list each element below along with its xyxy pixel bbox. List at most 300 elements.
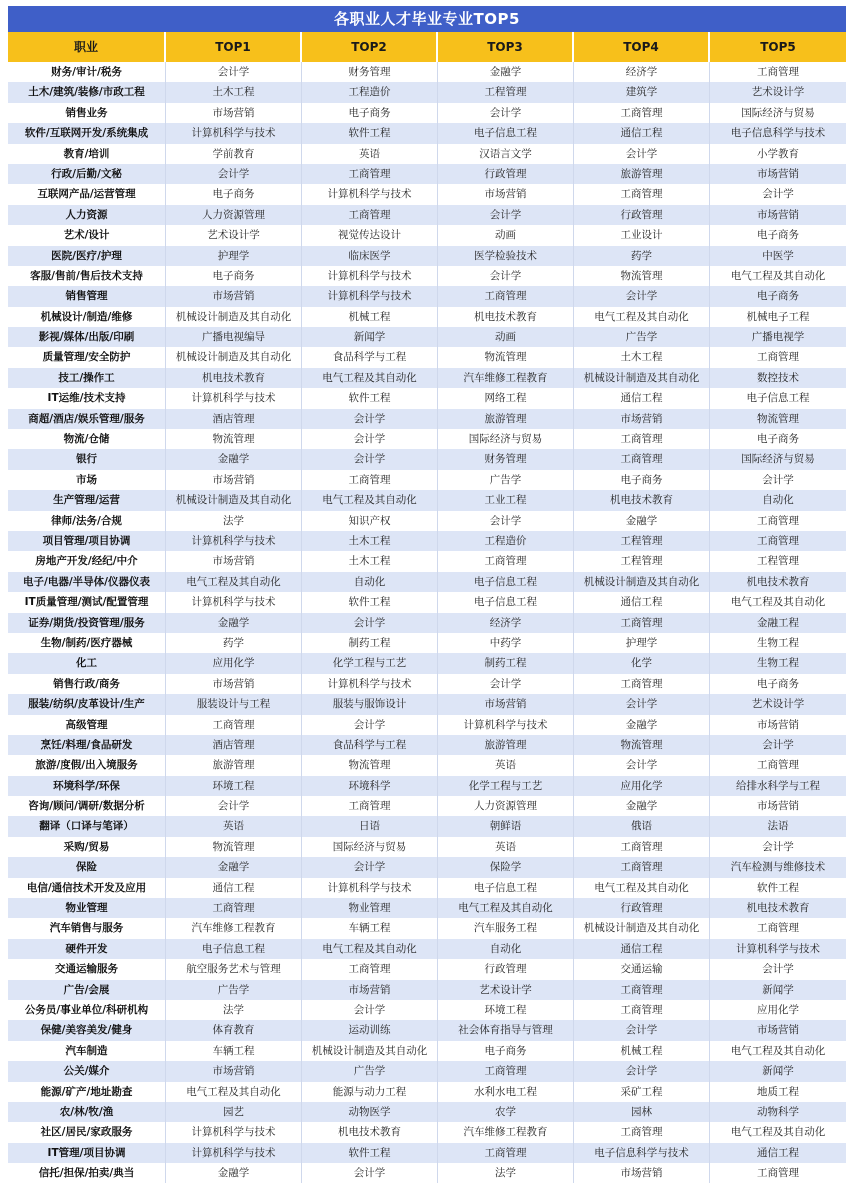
major-cell-top1: 艺术设计学	[166, 225, 302, 245]
major-cell-top1: 航空服务艺术与管理	[166, 959, 302, 979]
major-cell-top3: 会计学	[438, 674, 574, 694]
major-cell-top3: 旅游管理	[438, 735, 574, 755]
table-row	[8, 715, 846, 735]
major-cell-top4: 工商管理	[574, 613, 710, 633]
major-cell-top5: 应用化学	[757, 1003, 799, 1016]
major-cell-top5: 机械电子工程	[746, 310, 810, 323]
major-cell-top5: 电气工程及其自动化	[730, 1044, 826, 1057]
major-cell-top1: 金融学	[166, 613, 302, 633]
major-cell-top4: 工程管理	[574, 551, 710, 571]
table-row	[8, 939, 846, 959]
major-cell-top3: 英语	[438, 755, 574, 775]
major-cell-top2: 工商管理	[302, 470, 438, 490]
occupation-cell: 硬件开发	[8, 939, 166, 959]
major-cell-top4: 药学	[574, 246, 710, 266]
major-cell-top2: 广告学	[302, 1061, 438, 1081]
major-cell-top2: 财务管理	[302, 62, 438, 82]
major-cell-top4: 工商管理	[574, 1122, 710, 1142]
major-cell-top4: 会计学	[574, 144, 710, 164]
occupation-cell: 客服/售前/售后技术支持	[8, 266, 166, 286]
ranking-table	[8, 6, 846, 1183]
major-cell-top5: 中医学	[762, 249, 794, 262]
table-row	[8, 633, 846, 653]
major-cell-top1: 机械设计制造及其自动化	[166, 347, 302, 367]
major-cell-top2: 制药工程	[302, 633, 438, 653]
major-cell-top2: 知识产权	[302, 511, 438, 531]
header-top5: TOP5	[760, 40, 796, 54]
table-row	[8, 980, 846, 1000]
table-row	[8, 82, 846, 102]
major-cell-top3: 市场营销	[438, 694, 574, 714]
table-row	[8, 286, 846, 306]
major-cell-top1: 金融学	[166, 1163, 302, 1183]
occupation-cell: 保险	[8, 857, 166, 877]
major-cell-top4: 电子信息科学与技术	[574, 1143, 710, 1163]
major-cell-top1: 金融学	[166, 857, 302, 877]
major-cell-top2: 土木工程	[302, 551, 438, 571]
table-row	[8, 368, 846, 388]
major-cell-top5: 市场营销	[757, 208, 799, 221]
occupation-cell: 环境科学/环保	[8, 776, 166, 796]
table-row	[8, 490, 846, 510]
table-row	[8, 327, 846, 347]
major-cell-top1: 市场营销	[166, 286, 302, 306]
major-cell-top2: 电子商务	[302, 103, 438, 123]
major-cell-top3: 市场营销	[438, 184, 574, 204]
major-cell-top5: 自动化	[762, 494, 794, 507]
major-cell-top1: 会计学	[166, 164, 302, 184]
occupation-cell: 财务/审计/税务	[8, 62, 166, 82]
major-cell-top1: 机械设计制造及其自动化	[166, 490, 302, 510]
major-cell-top2: 工商管理	[302, 205, 438, 225]
major-cell-top2: 会计学	[302, 715, 438, 735]
major-cell-top5: 通信工程	[757, 1146, 799, 1159]
major-cell-top5: 工商管理	[757, 351, 799, 364]
major-cell-top3: 行政管理	[438, 164, 574, 184]
major-cell-top3: 工业工程	[438, 490, 574, 510]
major-cell-top1: 广播电视编导	[166, 327, 302, 347]
major-cell-top3: 会计学	[438, 205, 574, 225]
occupation-cell: 医院/医疗/护理	[8, 246, 166, 266]
major-cell-top1: 护理学	[166, 246, 302, 266]
major-cell-top5: 电气工程及其自动化	[730, 269, 826, 282]
major-cell-top3: 汽车维修工程教育	[438, 368, 574, 388]
major-cell-top3: 工商管理	[438, 551, 574, 571]
table-row	[8, 1061, 846, 1081]
major-cell-top2: 国际经济与贸易	[302, 837, 438, 857]
occupation-cell: 项目管理/项目协调	[8, 531, 166, 551]
header-top4: TOP4	[574, 32, 710, 62]
occupation-cell: 生物/制药/医疗器械	[8, 633, 166, 653]
major-cell-top5: 会计学	[762, 738, 794, 751]
table-row	[8, 511, 846, 531]
table-row	[8, 735, 846, 755]
major-cell-top4: 电子商务	[574, 470, 710, 490]
major-cell-top3: 会计学	[438, 103, 574, 123]
major-cell-top2: 计算机科学与技术	[302, 266, 438, 286]
major-cell-top5: 市场营销	[757, 1024, 799, 1037]
major-cell-top2: 机械工程	[302, 307, 438, 327]
major-cell-top5: 电子商务	[757, 677, 799, 690]
major-cell-top3: 工程造价	[438, 531, 574, 551]
major-cell-top2: 环境科学	[302, 776, 438, 796]
major-cell-top2: 市场营销	[302, 980, 438, 1000]
major-cell-top1: 计算机科学与技术	[166, 1122, 302, 1142]
major-cell-top1: 物流管理	[166, 429, 302, 449]
occupation-cell: 技工/操作工	[8, 368, 166, 388]
major-cell-top2: 电气工程及其自动化	[302, 939, 438, 959]
major-cell-top3: 动画	[438, 225, 574, 245]
major-cell-top2: 物业管理	[302, 898, 438, 918]
major-cell-top4: 市场营销	[574, 1163, 710, 1183]
occupation-cell: 物业管理	[8, 898, 166, 918]
major-cell-top2: 运动训练	[302, 1020, 438, 1040]
occupation-cell: 交通运输服务	[8, 959, 166, 979]
major-cell-top4: 行政管理	[574, 898, 710, 918]
major-cell-top4: 通信工程	[574, 939, 710, 959]
major-cell-top2: 食品科学与工程	[302, 735, 438, 755]
major-cell-top4: 工程管理	[574, 531, 710, 551]
table-row	[8, 144, 846, 164]
occupation-cell: 电信/通信技术开发及应用	[8, 878, 166, 898]
major-cell-top2: 会计学	[302, 1000, 438, 1020]
major-cell-top3: 财务管理	[438, 449, 574, 469]
occupation-cell: IT管理/项目协调	[8, 1143, 166, 1163]
major-cell-top2: 软件工程	[302, 388, 438, 408]
occupation-cell: 律师/法务/合规	[8, 511, 166, 531]
major-cell-top3: 水利水电工程	[438, 1082, 574, 1102]
major-cell-top1: 电气工程及其自动化	[166, 572, 302, 592]
major-cell-top1: 通信工程	[166, 878, 302, 898]
major-cell-top4: 行政管理	[574, 205, 710, 225]
header-top3: TOP3	[438, 32, 574, 62]
major-cell-top4: 广告学	[574, 327, 710, 347]
major-cell-top2: 化学工程与工艺	[302, 653, 438, 673]
header-top1: TOP1	[166, 32, 302, 62]
major-cell-top5: 工商管理	[757, 759, 799, 772]
major-cell-top4: 应用化学	[574, 776, 710, 796]
major-cell-top1: 英语	[166, 816, 302, 836]
major-cell-top3: 人力资源管理	[438, 796, 574, 816]
major-cell-top1: 电子商务	[166, 266, 302, 286]
major-cell-top2: 软件工程	[302, 592, 438, 612]
occupation-cell: 咨询/顾问/调研/数据分析	[8, 796, 166, 816]
major-cell-top5: 计算机科学与技术	[736, 942, 820, 955]
table-row	[8, 1102, 846, 1122]
major-cell-top2: 会计学	[302, 409, 438, 429]
major-cell-top2: 新闻学	[302, 327, 438, 347]
major-cell-top3: 物流管理	[438, 347, 574, 367]
major-cell-top1: 物流管理	[166, 837, 302, 857]
major-cell-top4: 护理学	[574, 633, 710, 653]
occupation-cell: IT运维/技术支持	[8, 388, 166, 408]
major-cell-top2: 计算机科学与技术	[302, 674, 438, 694]
table-row	[8, 1000, 846, 1020]
major-cell-top2: 英语	[302, 144, 438, 164]
major-cell-top2: 电气工程及其自动化	[302, 368, 438, 388]
major-cell-top5: 动物科学	[757, 1105, 799, 1118]
major-cell-top5: 数控技术	[757, 371, 799, 384]
major-cell-top5: 金融工程	[757, 616, 799, 629]
major-cell-top1: 旅游管理	[166, 755, 302, 775]
major-cell-top1: 体育教育	[166, 1020, 302, 1040]
major-cell-top1: 土木工程	[166, 82, 302, 102]
table-row	[8, 837, 846, 857]
table-row	[8, 62, 846, 82]
table-row	[8, 164, 846, 184]
major-cell-top2: 土木工程	[302, 531, 438, 551]
occupation-cell: 汽车销售与服务	[8, 918, 166, 938]
occupation-cell: 软件/互联网开发/系统集成	[8, 123, 166, 143]
occupation-cell: 行政/后勤/文秘	[8, 164, 166, 184]
major-cell-top5: 生物工程	[757, 657, 799, 670]
occupation-cell: 销售行政/商务	[8, 674, 166, 694]
major-cell-top5: 艺术设计学	[751, 86, 805, 99]
table-row	[8, 878, 846, 898]
occupation-cell: 翻译（口译与笔译）	[8, 816, 166, 836]
major-cell-top2: 计算机科学与技术	[302, 878, 438, 898]
major-cell-top4: 工商管理	[574, 1000, 710, 1020]
major-cell-top3: 社会体育指导与管理	[438, 1020, 574, 1040]
major-cell-top2: 机械设计制造及其自动化	[302, 1041, 438, 1061]
table-row	[8, 123, 846, 143]
table-row	[8, 409, 846, 429]
major-cell-top5: 艺术设计学	[751, 698, 805, 711]
occupation-cell: 影视/媒体/出版/印刷	[8, 327, 166, 347]
major-cell-top1: 药学	[166, 633, 302, 653]
major-cell-top3: 医学检验技术	[438, 246, 574, 266]
table-row	[8, 613, 846, 633]
table-row	[8, 1041, 846, 1061]
occupation-cell: 公关/媒介	[8, 1061, 166, 1081]
occupation-cell: 互联网产品/运营管理	[8, 184, 166, 204]
major-cell-top3: 工商管理	[438, 1143, 574, 1163]
major-cell-top5: 工商管理	[757, 922, 799, 935]
major-cell-top1: 计算机科学与技术	[166, 388, 302, 408]
major-cell-top3: 工商管理	[438, 286, 574, 306]
major-cell-top2: 临床医学	[302, 246, 438, 266]
major-cell-top3: 电子信息工程	[438, 592, 574, 612]
major-cell-top5: 工商管理	[757, 66, 799, 78]
major-cell-top5: 电子商务	[757, 290, 799, 303]
occupation-cell: 公务员/事业单位/科研机构	[8, 1000, 166, 1020]
major-cell-top4: 机电技术教育	[574, 490, 710, 510]
occupation-cell: 教育/培训	[8, 144, 166, 164]
major-cell-top1: 应用化学	[166, 653, 302, 673]
major-cell-top3: 网络工程	[438, 388, 574, 408]
major-cell-top4: 机械设计制造及其自动化	[574, 572, 710, 592]
major-cell-top2: 会计学	[302, 857, 438, 877]
major-cell-top2: 视觉传达设计	[302, 225, 438, 245]
occupation-cell: 销售业务	[8, 103, 166, 123]
major-cell-top2: 会计学	[302, 449, 438, 469]
occupation-cell: 人力资源	[8, 205, 166, 225]
major-cell-top4: 工商管理	[574, 674, 710, 694]
occupation-cell: IT质量管理/测试/配置管理	[8, 592, 166, 612]
major-cell-top5: 会计学	[762, 473, 794, 486]
major-cell-top4: 工商管理	[574, 980, 710, 1000]
major-cell-top2: 物流管理	[302, 755, 438, 775]
major-cell-top3: 保险学	[438, 857, 574, 877]
major-cell-top5: 机电技术教育	[746, 575, 810, 588]
occupation-cell: 土木/建筑/装修/市政工程	[8, 82, 166, 102]
major-cell-top4: 机械工程	[574, 1041, 710, 1061]
major-cell-top1: 电子商务	[166, 184, 302, 204]
table-row	[8, 572, 846, 592]
occupation-cell: 烹饪/料理/食品研发	[8, 735, 166, 755]
major-cell-top1: 金融学	[166, 449, 302, 469]
major-cell-top3: 会计学	[438, 511, 574, 531]
major-cell-top2: 能源与动力工程	[302, 1082, 438, 1102]
major-cell-top3: 自动化	[438, 939, 574, 959]
major-cell-top2: 会计学	[302, 1163, 438, 1183]
occupation-cell: 采购/贸易	[8, 837, 166, 857]
major-cell-top4: 俄语	[574, 816, 710, 836]
major-cell-top3: 电子信息工程	[438, 572, 574, 592]
major-cell-top1: 广告学	[166, 980, 302, 1000]
table-body	[8, 62, 846, 1183]
major-cell-top3: 经济学	[438, 613, 574, 633]
major-cell-top4: 园林	[574, 1102, 710, 1122]
occupation-cell: 高级管理	[8, 715, 166, 735]
major-cell-top2: 计算机科学与技术	[302, 184, 438, 204]
table-row	[8, 796, 846, 816]
major-cell-top3: 汽车服务工程	[438, 918, 574, 938]
major-cell-top5: 市场营销	[757, 800, 799, 813]
major-cell-top4: 通信工程	[574, 388, 710, 408]
major-cell-top4: 会计学	[574, 755, 710, 775]
table-row	[8, 225, 846, 245]
major-cell-top1: 机电技术教育	[166, 368, 302, 388]
major-cell-top4: 物流管理	[574, 266, 710, 286]
occupation-cell: 证券/期货/投资管理/服务	[8, 613, 166, 633]
table-row	[8, 307, 846, 327]
major-cell-top3: 计算机科学与技术	[438, 715, 574, 735]
major-cell-top2: 工程造价	[302, 82, 438, 102]
occupation-cell: 艺术/设计	[8, 225, 166, 245]
major-cell-top5: 工商管理	[757, 534, 799, 547]
major-cell-top1: 机械设计制造及其自动化	[166, 307, 302, 327]
major-cell-top4: 通信工程	[574, 123, 710, 143]
major-cell-top1: 电子信息工程	[166, 939, 302, 959]
major-cell-top5: 物流管理	[757, 412, 799, 425]
major-cell-top2: 工商管理	[302, 796, 438, 816]
major-cell-top2: 会计学	[302, 613, 438, 633]
major-cell-top1: 市场营销	[166, 470, 302, 490]
major-cell-top2: 动物医学	[302, 1102, 438, 1122]
major-cell-top4: 金融学	[574, 715, 710, 735]
major-cell-top3: 会计学	[438, 266, 574, 286]
major-cell-top3: 金融学	[438, 62, 574, 82]
major-cell-top1: 法学	[166, 511, 302, 531]
major-cell-top5: 给排水科学与工程	[736, 779, 820, 792]
major-cell-top4: 金融学	[574, 511, 710, 531]
major-cell-top5: 国际经济与贸易	[741, 453, 815, 466]
header-row	[8, 32, 846, 62]
table-row	[8, 592, 846, 612]
occupation-cell: 化工	[8, 653, 166, 673]
major-cell-top1: 车辆工程	[166, 1041, 302, 1061]
major-cell-top5: 广播电视学	[751, 331, 805, 344]
major-cell-top1: 会计学	[166, 62, 302, 82]
occupation-cell: 保健/美容美发/健身	[8, 1020, 166, 1040]
major-cell-top1: 园艺	[166, 1102, 302, 1122]
major-cell-top3: 旅游管理	[438, 409, 574, 429]
major-cell-top1: 汽车维修工程教育	[166, 918, 302, 938]
major-cell-top4: 工商管理	[574, 184, 710, 204]
major-cell-top3: 汉语言文学	[438, 144, 574, 164]
major-cell-top1: 市场营销	[166, 1061, 302, 1081]
major-cell-top5: 国际经济与贸易	[741, 106, 815, 119]
major-cell-top5: 生物工程	[757, 636, 799, 649]
major-cell-top4: 工业设计	[574, 225, 710, 245]
major-cell-top5: 会计学	[762, 840, 794, 853]
major-cell-top1: 环境工程	[166, 776, 302, 796]
table-row	[8, 103, 846, 123]
table-row	[8, 531, 846, 551]
major-cell-top5: 法语	[767, 820, 789, 833]
major-cell-top3: 电子商务	[438, 1041, 574, 1061]
major-cell-top1: 计算机科学与技术	[166, 123, 302, 143]
major-cell-top3: 广告学	[438, 470, 574, 490]
major-cell-top3: 中药学	[438, 633, 574, 653]
table-row	[8, 347, 846, 367]
major-cell-top1: 工商管理	[166, 898, 302, 918]
major-cell-top3: 农学	[438, 1102, 574, 1122]
major-cell-top3: 法学	[438, 1163, 574, 1183]
major-cell-top5: 会计学	[762, 963, 794, 976]
occupation-cell: 机械设计/制造/维修	[8, 307, 166, 327]
occupation-cell: 房地产开发/经纪/中介	[8, 551, 166, 571]
major-cell-top4: 工商管理	[574, 857, 710, 877]
major-cell-top1: 工商管理	[166, 715, 302, 735]
major-cell-top4: 电气工程及其自动化	[574, 878, 710, 898]
major-cell-top2: 食品科学与工程	[302, 347, 438, 367]
table-row	[8, 470, 846, 490]
major-cell-top2: 软件工程	[302, 1143, 438, 1163]
occupation-cell: 销售管理	[8, 286, 166, 306]
major-cell-top3: 电子信息工程	[438, 123, 574, 143]
major-cell-top5: 新闻学	[762, 1065, 794, 1078]
major-cell-top4: 交通运输	[574, 959, 710, 979]
major-cell-top3: 动画	[438, 327, 574, 347]
major-cell-top4: 化学	[574, 653, 710, 673]
major-cell-top4: 土木工程	[574, 347, 710, 367]
major-cell-top5: 工商管理	[757, 1167, 799, 1180]
major-cell-top4: 市场营销	[574, 409, 710, 429]
major-cell-top5: 地质工程	[757, 1085, 799, 1098]
occupation-cell: 农/林/牧/渔	[8, 1102, 166, 1122]
major-cell-top5: 电子商务	[757, 433, 799, 446]
major-cell-top2: 电气工程及其自动化	[302, 490, 438, 510]
major-cell-top1: 市场营销	[166, 103, 302, 123]
major-cell-top5: 软件工程	[757, 881, 799, 894]
major-cell-top5: 会计学	[762, 188, 794, 201]
major-cell-top2: 会计学	[302, 429, 438, 449]
major-cell-top4: 会计学	[574, 1061, 710, 1081]
table-row	[8, 816, 846, 836]
major-cell-top2: 自动化	[302, 572, 438, 592]
major-cell-top4: 工商管理	[574, 429, 710, 449]
table-row	[8, 918, 846, 938]
major-cell-top5: 新闻学	[762, 983, 794, 996]
major-cell-top2: 车辆工程	[302, 918, 438, 938]
major-cell-top2: 日语	[302, 816, 438, 836]
table-row	[8, 1163, 846, 1183]
occupation-cell: 银行	[8, 449, 166, 469]
table-row	[8, 388, 846, 408]
occupation-cell: 能源/矿产/地址勘查	[8, 1082, 166, 1102]
